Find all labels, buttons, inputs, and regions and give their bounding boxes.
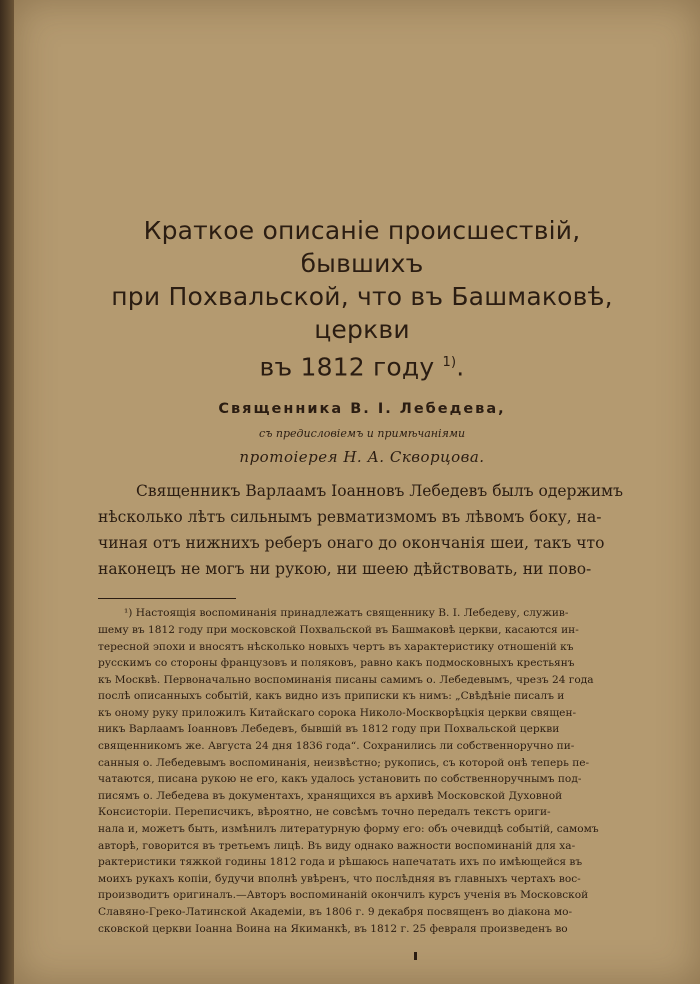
preface-line: съ предисловіемъ и примѣчаніями xyxy=(258,427,466,441)
footnote-line: авторѣ, говорится въ третьемъ лицѣ. Въ виду однако важности воспоминаній для ха- xyxy=(98,839,576,852)
title-line-3: въ 1812 году $^{1)}$. xyxy=(259,352,465,382)
footnote-line: писямъ о. Лебедева въ документахъ, хранящихся въ архивѣ Московской Духовной xyxy=(98,789,563,802)
footnote-line: Славяно-Греко-Латинской Академіи, въ 1806 г. 9 декабря посвященъ во діакона мо- xyxy=(98,906,573,919)
editor-line: протоіерея Н. А. Скворцова. xyxy=(239,448,485,467)
book-page xyxy=(14,0,700,984)
footnote-line: сковской церкви Іоанна Воина на Якиманкѣ, въ 1812 г. 25 февраля произведенъ во xyxy=(98,922,568,935)
footnote-line: Консисторіи. Переписчикъ, вѣроятно, не совсѣмъ точно передалъ текстъ ориги- xyxy=(98,806,551,819)
title-line-2: при Похвальской, что въ Башмаковѣ, церкви xyxy=(111,282,613,344)
footnote-line: къ оному руку приложилъ Китайскаго сорока Николо-Москворѣцкія церкви священ- xyxy=(98,706,577,719)
footnote-line: производитъ оригиналъ.—Авторъ воспоминаній окончилъ курсъ ученія въ Московской xyxy=(98,889,589,902)
footnote-line: рактеристики тяжкой годины 1812 года и рѣшаюсь напечатать ихъ по имѣющейся въ xyxy=(98,856,583,869)
main-text-line: чиная отъ нижнихъ реберъ онаго до окончанія шеи, такъ что xyxy=(98,534,605,553)
main-text-line: наконецъ не могъ ни рукою, ни шеею дѣйствовать, ни пово- xyxy=(98,560,592,579)
footnote-line: шему въ 1812 году при московской Похвальской въ Башмаковѣ церкви, касаются ин- xyxy=(98,623,579,636)
footnote xyxy=(98,605,626,937)
footnote-line: ¹) Настоящія воспоминанія принадлежатъ священнику В. І. Лебедеву, служив- xyxy=(124,607,569,620)
footnote-line: тересной эпохи и вносятъ нѣсколько новыхъ чертъ въ характеристику отношеній къ xyxy=(98,640,574,653)
title-line-3-text: въ 1812 году xyxy=(259,352,435,382)
page-mark xyxy=(414,952,417,960)
footnote-line: чатаются, писана рукою не его, какъ удалось установить по собственноручнымъ под- xyxy=(98,773,582,786)
footnote-line: священникомъ же. Августа 24 дня 1836 года“. Сохранились ли собственноручно пи- xyxy=(98,740,575,753)
footnote-line: къ Москвѣ. Первоначально воспоминанія писаны самимъ о. Лебедевымъ, чрезъ 24 года xyxy=(98,673,594,686)
main-text-line: Священникъ Варлаамъ Іоанновъ Лебедевъ былъ одержимъ xyxy=(136,482,623,501)
footnote-line: санныя о. Лебедевымъ воспоминанія, неизвѣстно; рукопись, съ которой онѣ теперь пе- xyxy=(98,756,590,769)
book-spine-shadow xyxy=(0,0,14,984)
article-title xyxy=(98,214,626,383)
footnote-line: нала и, можетъ быть, измѣнилъ литературную форму его: объ очевидцѣ событій, самомъ xyxy=(98,823,599,836)
footnote-line: моихъ рукахъ копіи, будучи вполнѣ увѣренъ, что послѣдняя въ главныхъ чертахъ вос- xyxy=(98,872,581,885)
page-content xyxy=(98,214,626,937)
title-line-1: Краткое описаніе происшествій, бывшихъ xyxy=(143,216,581,278)
footnote-line: послѣ описанныхъ событій, какъ видно изъ приписки къ нимъ: „Свѣдѣніе писалъ и xyxy=(98,690,565,703)
main-text-line: нѣсколько лѣтъ сильнымъ ревматизмомъ въ лѣвомъ боку, на- xyxy=(98,508,602,527)
author-line: Священника В. І. Лебедева, xyxy=(218,401,506,418)
main-text xyxy=(98,478,626,582)
footnote-separator xyxy=(98,598,236,599)
footnote-line: русскимъ со стороны французовъ и поляковъ, равно какъ подмосковныхъ крестьянъ xyxy=(98,657,575,670)
title-footnote-ref: 1) xyxy=(442,355,457,370)
footnote-line: никъ Варлаамъ Іоанновъ Лебедевъ, бывшій въ 1812 году при Похвальской церкви xyxy=(98,723,560,736)
